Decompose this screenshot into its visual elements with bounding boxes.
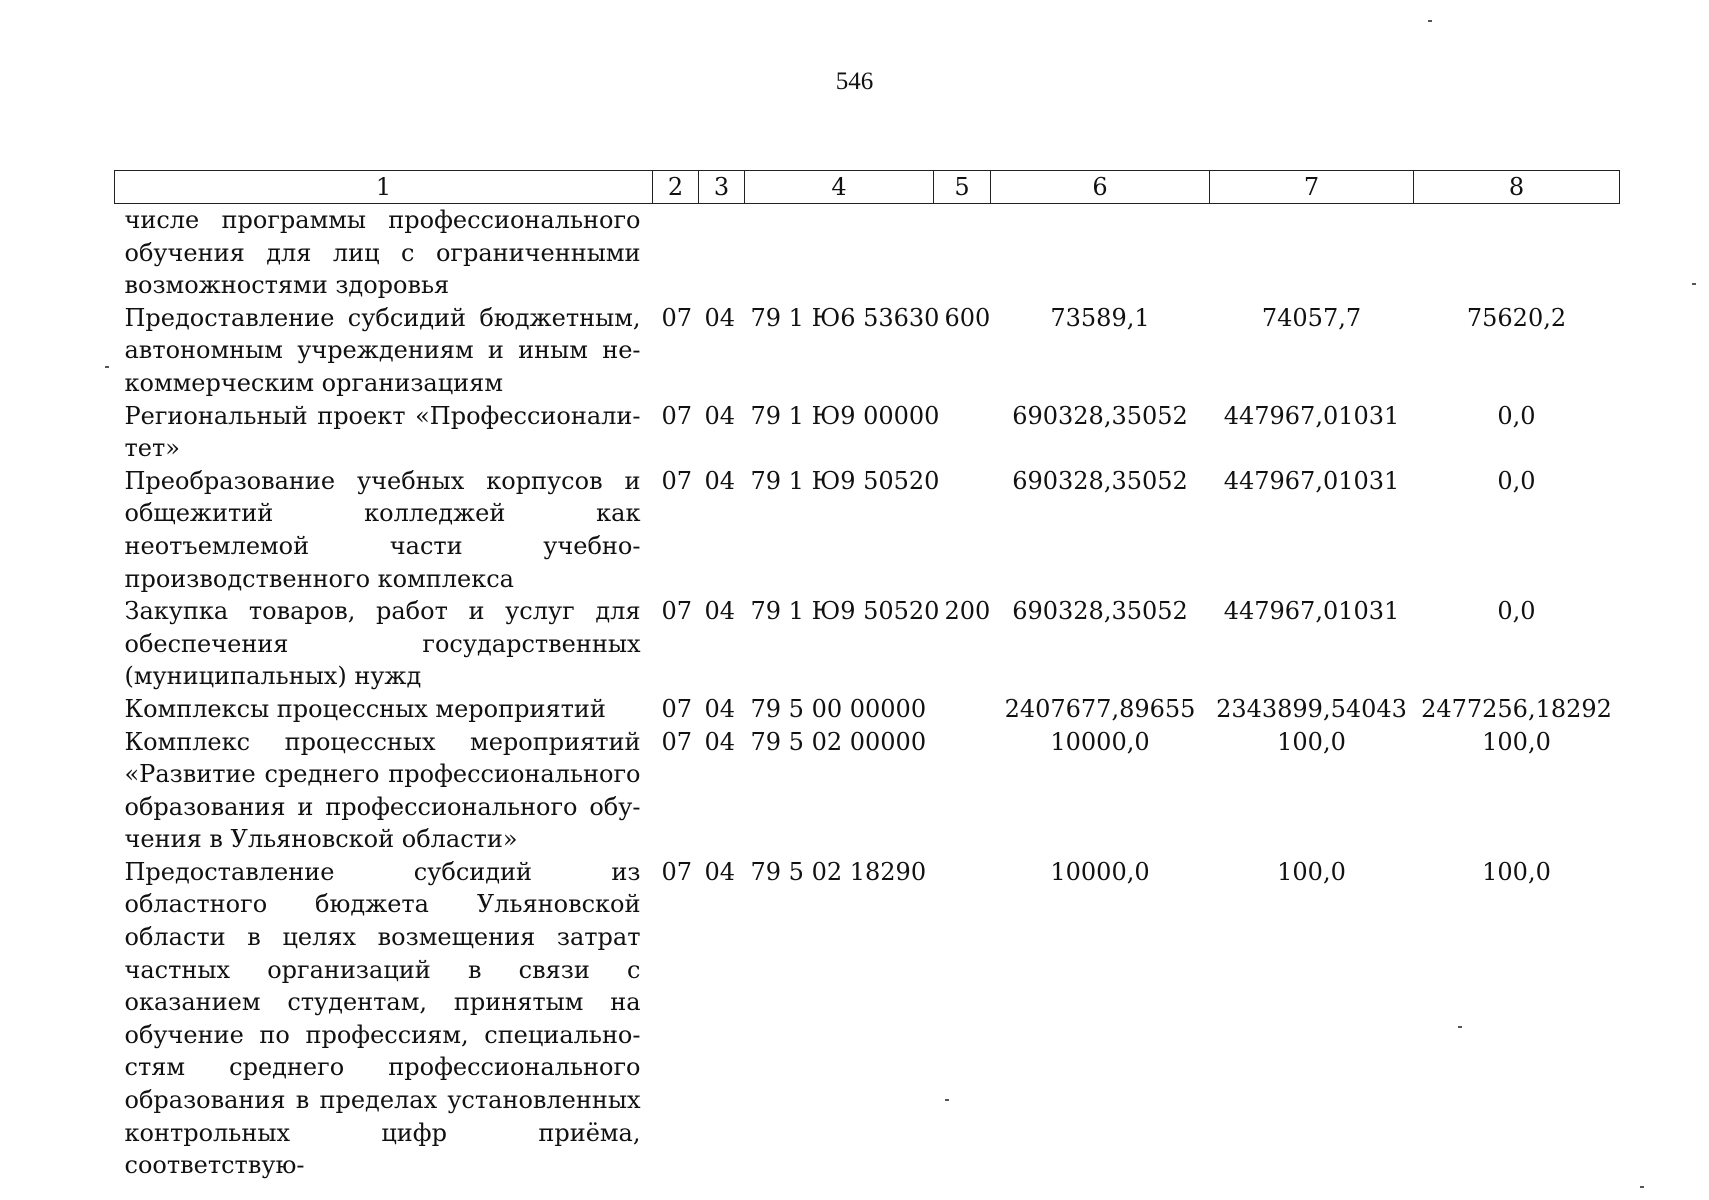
scan-speck [1428, 20, 1432, 22]
page-number: 546 [835, 68, 874, 95]
header-row [115, 171, 1620, 204]
column-header: 3 [699, 171, 745, 204]
value-col8 [1414, 204, 1620, 302]
table-row [115, 204, 1620, 302]
code-target: 79 1 Ю9 50520 [750, 466, 940, 495]
value-col8: 0,0 [1497, 401, 1536, 430]
value-col7: 447967,01031 [1223, 466, 1400, 495]
code-expense-type [934, 400, 991, 465]
code-expense-type [934, 856, 991, 1182]
code-section: 07 [661, 694, 693, 723]
code-target: 79 1 Ю6 53630 [750, 303, 940, 332]
value-col8: 0,0 [1497, 597, 1536, 626]
code-section: 07 [661, 597, 693, 626]
value-col7: 74057,7 [1261, 303, 1362, 332]
code-expense-type [934, 693, 991, 726]
code-expense-type [934, 465, 991, 595]
row-name: Закупка товаров, работ и услуг для обеспечения государственных (муниципальных) нужд [124, 597, 641, 691]
scan-speck [945, 1099, 949, 1101]
value-col7: 100,0 [1277, 857, 1346, 886]
table-row [115, 856, 1620, 1182]
row-name: Предоставление субсидий из областного бюджета Ульяновской области в целях возмещения затрат частных организаций в связи с оказанием студентам, принятым на обучение по профессиям, специальностям среднего профессионального образования в пределах установленных контрольных цифр приёма, соответствую- [124, 857, 641, 1180]
column-header: 5 [934, 171, 991, 204]
value-col8: 0,0 [1497, 466, 1536, 495]
value-col6: 690328,35052 [1012, 466, 1188, 495]
table-row [115, 302, 1620, 400]
code-target [745, 204, 934, 302]
code-target: 79 5 02 00000 [750, 727, 927, 756]
value-col6: 10000,0 [1050, 857, 1150, 886]
column-header: 1 [115, 171, 653, 204]
value-col6: 73589,1 [1050, 303, 1150, 332]
value-col8: 2477256,18292 [1421, 694, 1612, 723]
row-name: Комплексы процессных мероприятий [124, 694, 606, 723]
column-header: 2 [653, 171, 699, 204]
value-col6: 690328,35052 [1012, 401, 1188, 430]
row-name: Региональный проект «Профессионалитет» [124, 401, 641, 463]
code-expense-type: 600 [944, 303, 991, 332]
code-expense-type [934, 726, 991, 856]
table-row [115, 400, 1620, 465]
code-subsection: 04 [704, 857, 736, 886]
scan-speck [105, 366, 109, 368]
column-header: 4 [745, 171, 934, 204]
code-section [653, 204, 699, 302]
code-subsection: 04 [704, 303, 736, 332]
code-subsection: 04 [704, 694, 736, 723]
code-target: 79 1 Ю9 50520 [750, 597, 940, 626]
code-subsection: 04 [704, 727, 736, 756]
code-section: 07 [661, 303, 693, 332]
value-col7: 100,0 [1277, 727, 1346, 756]
value-col7: 447967,01031 [1223, 401, 1400, 430]
row-name: Комплекс процессных мероприятий «Развитие среднего профессионального образования и профессионального обучения в Ульяновской области» [124, 727, 641, 854]
code-target: 79 5 00 00000 [750, 694, 927, 723]
code-section: 07 [661, 857, 693, 886]
value-col6: 690328,35052 [1012, 597, 1188, 626]
value-col7: 447967,01031 [1223, 597, 1400, 626]
table-row [115, 693, 1620, 726]
table-row [115, 465, 1620, 595]
budget-table [114, 170, 1620, 1182]
value-col6 [991, 204, 1210, 302]
column-header: 8 [1414, 171, 1620, 204]
code-target: 79 1 Ю9 00000 [750, 401, 940, 430]
value-col8: 75620,2 [1466, 303, 1567, 332]
column-header: 6 [991, 171, 1210, 204]
code-subsection: 04 [704, 401, 736, 430]
code-section: 07 [661, 401, 693, 430]
code-subsection: 04 [704, 597, 736, 626]
table-row [115, 726, 1620, 856]
value-col8: 100,0 [1482, 857, 1551, 886]
row-name: Предоставление субсидий бюджетным, автономным учреждениям и иным некоммерческим организациям [124, 303, 641, 397]
code-target: 79 5 02 18290 [750, 857, 927, 886]
row-name: Преобразование учебных корпусов и общежитий колледжей как неотъемлемой части учебно-производственного комплекса [124, 466, 641, 593]
code-section: 07 [661, 727, 693, 756]
column-header: 7 [1210, 171, 1414, 204]
value-col6: 10000,0 [1050, 727, 1150, 756]
table-row [115, 595, 1620, 693]
row-name: числе программы профессионального обучения для лиц с ограниченными возможностями здоровья [124, 206, 641, 300]
scan-speck [1692, 283, 1696, 285]
value-col8: 100,0 [1482, 727, 1551, 756]
code-subsection [699, 204, 745, 302]
code-subsection: 04 [704, 466, 736, 495]
code-expense-type: 200 [944, 597, 991, 626]
scan-speck [1640, 1186, 1644, 1188]
scan-speck [1458, 1026, 1462, 1028]
code-section: 07 [661, 466, 693, 495]
value-col7 [1210, 204, 1414, 302]
code-expense-type [934, 204, 991, 302]
value-col6: 2407677,89655 [1004, 694, 1196, 723]
value-col7: 2343899,54043 [1216, 694, 1407, 723]
